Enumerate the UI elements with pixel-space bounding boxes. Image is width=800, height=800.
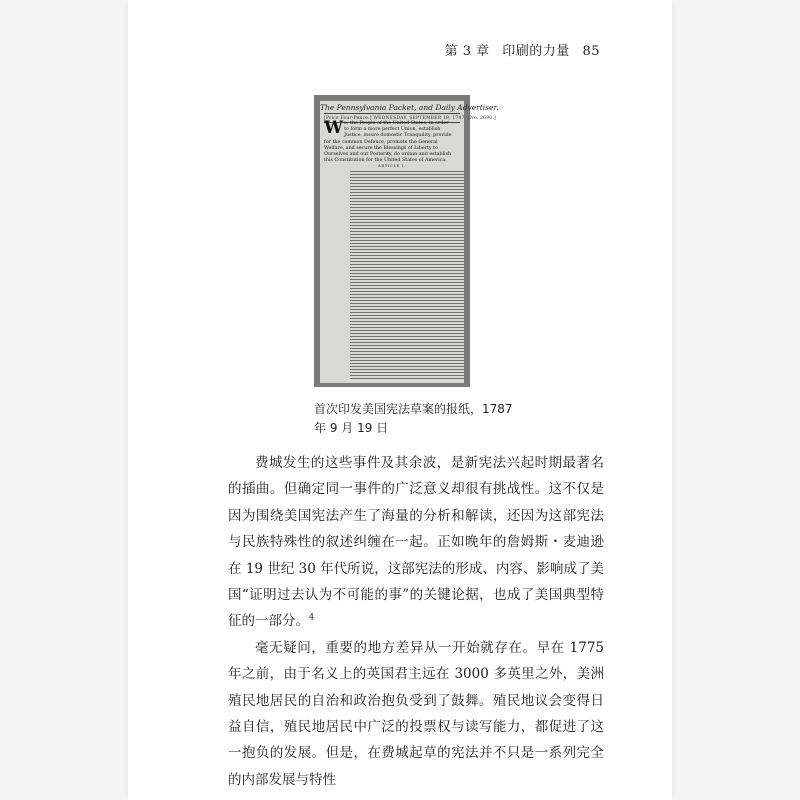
- newspaper-rule: [324, 113, 460, 114]
- newspaper-title: The Pennsylvania Packet, and Daily Advertiser.: [320, 103, 499, 112]
- figure-caption: 首次印发美国宪法草案的报纸，1787 年 9 月 19 日: [314, 402, 513, 435]
- article-heading: ARTICLE I.: [378, 163, 406, 168]
- preamble-body: e, the People of the United States, in order to form a more perfect Union, establish Justice, insure domestic Tranquility, provide for the common Defence, promote the General Welfare, and secure the Blessings of Liberty to Ourselves and our Posterity, do ordain and establish this Constitution for the United States of America.: [324, 121, 452, 164]
- paragraph-1: [228, 450, 604, 635]
- newspaper-columns: [350, 171, 464, 381]
- chapter-number: 第 3 章: [444, 44, 490, 59]
- newspaper-page: [320, 101, 499, 383]
- paragraph-1-text: 费城发生的这些事件及其余波，是新宪法兴起时期最著名的插曲。但确定同一事件的广泛意义却很有挑战性。这不仅是因为围绕美国宪法产生了海量的分析和解读，还因为这部宪法与民族特殊性的叙述纠缠在一起。正如晚年的詹姆斯・麦迪逊在 19 世纪 30 年代所说，这部宪法的形成、内容、影响成了美国“证明过去认为不可能的事”的关键论据，也成了美国典型特征的一部分。: [228, 455, 604, 630]
- newspaper-date: [Price Four-Pence.] WEDNESDAY, SEPTEMBER 19, 1787. [No. 2690.]: [324, 116, 496, 121]
- page-number: 85: [582, 44, 600, 59]
- newspaper-figure: [314, 95, 499, 387]
- preamble-dropcap: W: [324, 118, 344, 138]
- paragraph-2: 毫无疑问，重要的地方差异从一开始就存在。早在 1775 年之前，由于名义上的英国君主远在 3000 多英里之外，美洲殖民地居民的自治和政治抱负受到了鼓舞。殖民地议会变得日益自信，殖民地居民中广泛的投票权与读写能力，都促进了这一抱负的发展。但是，在费城起草的宪法并不只是一系列完全的内部发展与特性: [228, 639, 604, 788]
- footnote-ref: 4: [309, 612, 315, 622]
- chapter-title: 印刷的力量: [502, 44, 570, 59]
- body-text: [228, 450, 604, 793]
- running-head: [437, 40, 600, 59]
- preamble-text: [324, 118, 454, 164]
